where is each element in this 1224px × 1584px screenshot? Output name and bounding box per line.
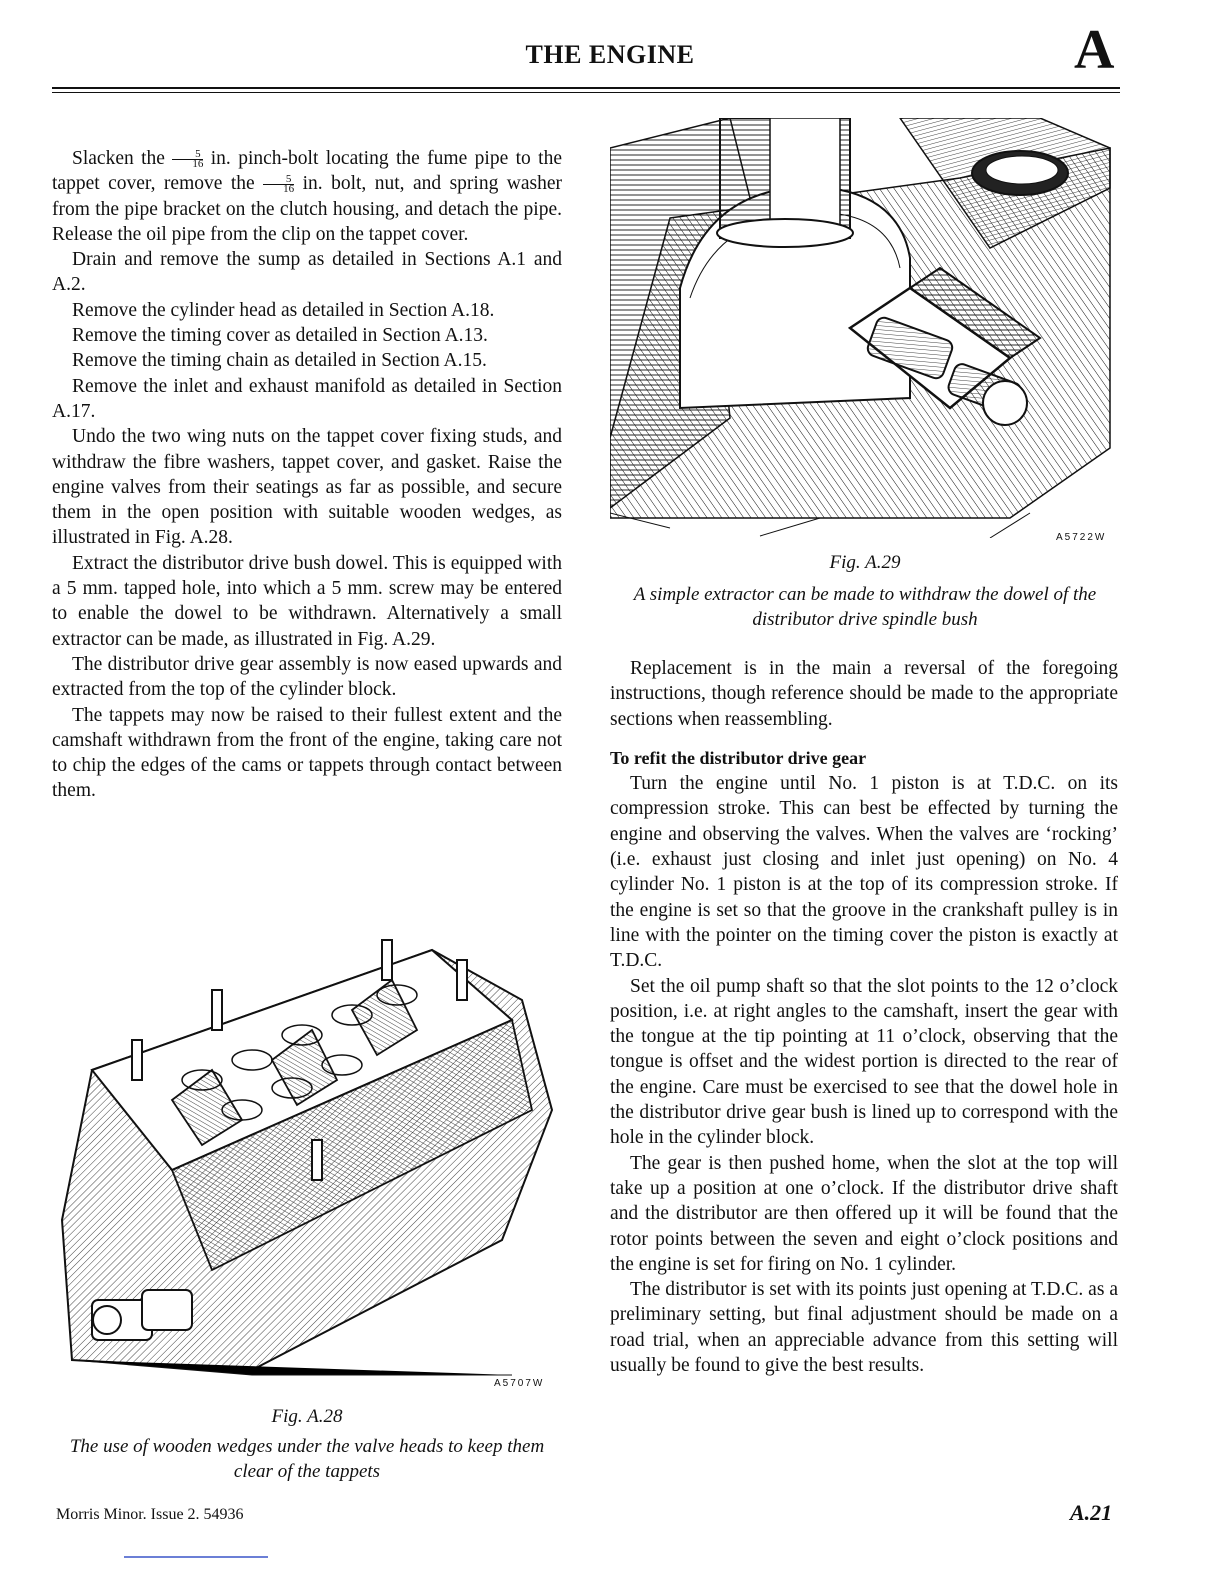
fraction bbox=[172, 150, 203, 169]
paragraph: The distributor is set with its points just opening at T.D.C. as a preliminary setting, but final adjustment should be made on a road trial, when an appreciable advance from this setting will usually be found to give the best results. bbox=[610, 1279, 1118, 1377]
header-rule-thin bbox=[52, 92, 1120, 93]
figure-label: Fig. A.28 bbox=[271, 1406, 343, 1427]
fraction-denominator: 16 bbox=[192, 158, 204, 171]
fraction-denominator: 16 bbox=[283, 183, 295, 196]
paragraph: The gear is then pushed home, when the slot at the top will take up a position at one o’clock. If the distributor drive shaft and the distributor are then offered up it will be found that the rotor points between the seven and eight o’clock positions and the engine is set for firing on No. 1 cylinder. bbox=[610, 1152, 1118, 1275]
figure-a29-illustration bbox=[610, 118, 1120, 538]
figure-a28-illustration bbox=[52, 920, 562, 1390]
figure-code: A5722W bbox=[1056, 532, 1107, 543]
text-run: in. bolt, nut, and spring washer from the pipe bracket on the clutch housing, and detach the pipe. Release the oil pipe from the clip on the tappet cover. bbox=[52, 173, 563, 245]
paragraph: Remove the cylinder head as detailed in Section A.18. bbox=[72, 299, 495, 321]
paragraph: Remove the timing chain as detailed in Section A.15. bbox=[72, 350, 487, 372]
paragraph: The distributor drive gear assembly is now eased upwards and extracted from the top of the cylinder block. bbox=[52, 653, 562, 701]
bottom-link-bar bbox=[124, 1556, 268, 1558]
paragraph: Set the oil pump shaft so that the slot points to the 12 o’clock position, i.e. at right angles to the camshaft, insert the gear with the tongue at the tip pointing at 11 o’clock, observing that the tongue is offset and the widest portion is directed to the rear of the engine. Care must be exercised to see that the dowel hole in the distributor drive gear bush is lined up to correspond with the hole in the cylinder block. bbox=[610, 975, 1118, 1149]
paragraph: Extract the distributor drive bush dowel. This is equipped with a 5 mm. tapped hole, into which a 5 mm. screw may be entered to enable the dowel to be withdrawn. Alternatively a small extractor can be made, as illustrated in Fig. A.29. bbox=[52, 552, 562, 650]
page-number: A.21 bbox=[1070, 1500, 1113, 1525]
paragraph: The tappets may now be raised to their fullest extent and the camshaft withdrawn from the front of the engine, taking care not to chip the edges of the cams or tappets through contact between them. bbox=[52, 704, 562, 802]
footer-publication: Morris Minor. Issue 2. 54936 bbox=[56, 1506, 244, 1523]
fraction-numerator: 5 bbox=[172, 150, 203, 160]
text-run: Slacken the bbox=[72, 148, 165, 169]
paragraph: Drain and remove the sump as detailed in Sections A.1 and A.2. bbox=[52, 249, 562, 296]
page-title: THE ENGINE bbox=[525, 40, 695, 69]
right-column bbox=[610, 656, 1118, 1378]
left-column bbox=[52, 146, 562, 804]
figure-code: A5707W bbox=[494, 1378, 545, 1389]
header-rule bbox=[52, 87, 1120, 89]
paragraph: Replacement is in the main a reversal of the foregoing instructions, though reference should be made to the appropriate sections when reassembling. bbox=[610, 658, 1118, 730]
section-letter: A bbox=[1074, 19, 1115, 81]
figure-label: Fig. A.29 bbox=[829, 552, 901, 573]
paragraph bbox=[52, 146, 562, 247]
paragraph: Undo the two wing nuts on the tappet cover fixing studs, and withdraw the fibre washers, tappet cover, and gasket. Raise the engine valves from their seatings as far as possible, and secure them in the open position with suitable wooden wedges, as illustrated in Fig. A.28. bbox=[52, 426, 562, 549]
figure-caption: A simple extractor can be made to withdraw the dowel of the distributor drive spindle bush bbox=[633, 584, 1097, 630]
paragraph: Remove the timing cover as detailed in Section A.13. bbox=[72, 325, 488, 347]
figure-caption: The use of wooden wedges under the valve heads to keep them clear of the tappets bbox=[69, 1436, 545, 1482]
text-run: in. pinch-bolt locating the fume pipe to the tappet cover, remove the bbox=[52, 148, 563, 195]
paragraph: Remove the inlet and exhaust manifold as detailed in Section A.17. bbox=[52, 375, 562, 422]
fraction bbox=[263, 175, 294, 194]
paragraph: Turn the engine until No. 1 piston is at T.D.C. on its compression stroke. This can best be effected by turning the engine and observing the valves. When the valves are ‘rocking’ (i.e. exhaust just closing and inlet just opening) on No. 4 cylinder No. 1 piston is at the top of its compression stroke. If the engine is set so that the groove in the crankshaft pulley is in line with the pointer on the timing cover the piston is exactly at T.D.C. bbox=[610, 773, 1118, 972]
section-subheading: To refit the distributor drive gear bbox=[610, 747, 867, 768]
fraction-numerator: 5 bbox=[263, 175, 294, 185]
